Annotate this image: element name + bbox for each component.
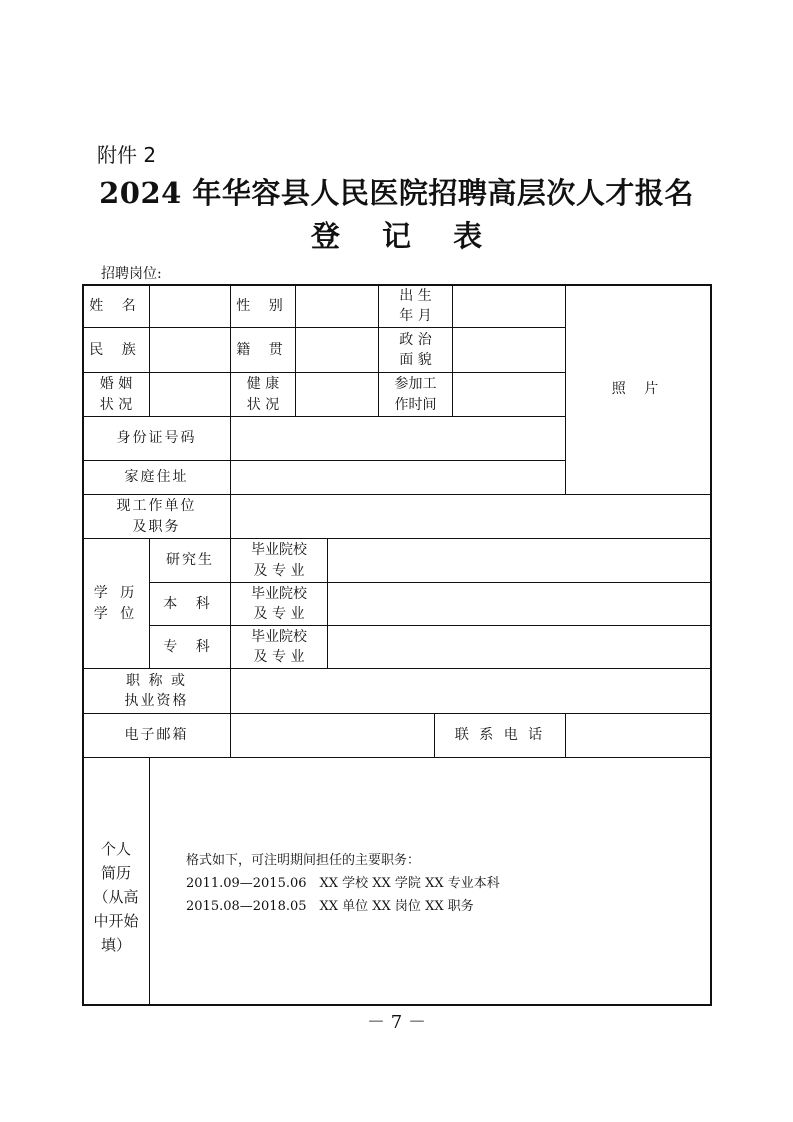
health-label: 健 康 状 况 [230,372,296,417]
page-number: － 7 － [367,1012,426,1033]
post-label: 招聘岗位: [101,266,162,282]
resume-example-2: 2015.08—2018.05 XX 单位 XX 岗位 XX 职务 [186,898,474,914]
employer-label: 现工作单位 及职务 [82,494,231,539]
marital-label: 婚 姻 状 况 [82,372,150,417]
resume-example-1: 2011.09—2015.06 XX 学校 XX 学院 XX 专业本科 [186,875,500,891]
bachelor-school-field[interactable] [327,582,712,626]
native-place-label: 籍 贯 [230,327,296,373]
ethnicity-field[interactable] [149,327,231,373]
photo-label: 照 片 [611,381,666,398]
native-place-field[interactable] [295,327,379,373]
college-label: 专 科 [149,625,231,669]
professional-title-label: 职 称 或 执业资格 [82,668,231,714]
graduate-school-label: 毕业院校 及 专 业 [230,538,328,583]
graduate-label: 研究生 [149,538,231,583]
ethnicity-label: 民 族 [82,327,150,373]
resume-hint-text: 格式如下，可注明期间担任的主要职务： [186,853,421,868]
employer-field[interactable] [230,494,712,539]
political-field[interactable] [452,327,566,373]
political-label: 政 治 面 貌 [378,327,453,373]
phone-label: 联 系 电 话 [434,713,566,758]
address-label: 家庭住址 [82,460,231,495]
health-field[interactable] [295,372,379,417]
id-number-label: 身份证号码 [82,416,231,461]
email-label: 电子邮箱 [82,713,231,758]
birth-label: 出 生 年 月 [378,284,453,328]
form-title-line1: 2024 年华容县人民医院招聘高层次人才报名 [99,176,694,210]
education-label: 学 历 学 位 [82,538,150,669]
name-field[interactable] [149,284,231,328]
marital-field[interactable] [149,372,231,417]
gender-label: 性 别 [230,284,296,328]
email-field[interactable] [230,713,435,758]
id-number-field[interactable] [230,416,566,461]
resume-label: 个人 简历 （从高 中开始 填） [82,757,150,1006]
name-label: 姓 名 [82,284,150,328]
graduate-school-field[interactable] [327,538,712,583]
birth-field[interactable] [452,284,566,328]
college-school-label: 毕业院校 及 专 业 [230,625,328,669]
work-start-field[interactable] [452,372,566,417]
gender-field[interactable] [295,284,379,328]
address-field[interactable] [230,460,566,495]
phone-field[interactable] [565,713,712,758]
form-title-line2: 登 记 表 [310,219,483,253]
professional-title-field[interactable] [230,668,712,714]
bachelor-label: 本 科 [149,582,231,626]
resume-hint [186,850,500,918]
photo-area[interactable] [565,284,712,495]
attachment-label: 附件 2 [97,143,157,167]
work-start-label: 参加工 作时间 [378,372,453,417]
college-school-field[interactable] [327,625,712,669]
bachelor-school-label: 毕业院校 及 专 业 [230,582,328,626]
